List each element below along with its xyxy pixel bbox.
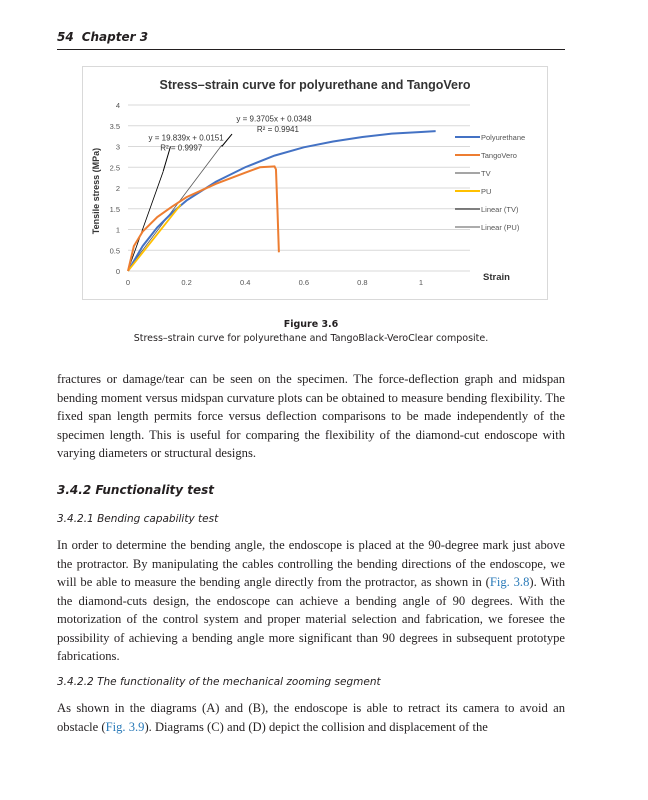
subsection-heading-1: 3.4.2.1 Bending capability test — [57, 513, 219, 525]
text: In order to determine the bending angle, the endoscope is placed at the 90-degree mark just above the protractor. By manipulating the cables controlling the bending directions of the endoscope, we will be able to measure the bending angle directly from the protractor, as shown in ( — [57, 538, 565, 589]
series-linear-tv- — [128, 172, 163, 271]
legend-entry: Polyurethane — [481, 133, 526, 142]
legend-entry: Linear (PU) — [481, 223, 520, 232]
text: ). With the diamond-cuts design, the endoscope can achieve a bending angle of 90 degrees. With the motorization of the control system and proper material selection and fabrication, we foresee the possibility of achieving a bending angle more significant than 90 degrees in subsequent prototype fabrications. — [57, 575, 565, 663]
y-tick-label: 2 — [115, 184, 120, 193]
header-rule — [57, 49, 565, 50]
legend-entry: TV — [481, 169, 491, 178]
series-tangovero — [128, 166, 279, 271]
fig-3-8-link[interactable]: Fig. 3.8 — [489, 575, 530, 589]
y-tick-label: 1.5 — [109, 204, 120, 214]
y-tick-label: 2.5 — [109, 163, 120, 173]
series-linear-pu- — [128, 145, 222, 269]
legend-entry: Linear (TV) — [481, 205, 519, 214]
y-tick-label: 3.5 — [109, 121, 120, 131]
subsection-heading-2: 3.4.2.2 The functionality of the mechanical zooming segment — [57, 676, 381, 688]
y-tick-label: 0 — [115, 267, 120, 276]
figure-label: Figure 3.6 — [283, 319, 339, 330]
series-pu — [128, 205, 181, 271]
y-tick-label: 3 — [115, 142, 120, 152]
x-tick-label: 0 — [125, 278, 131, 287]
fig-3-9-link[interactable]: Fig. 3.9 — [105, 719, 145, 734]
x-tick-label: 0.8 — [357, 278, 368, 287]
y-axis-label: Tensile stress (MPa) — [91, 147, 101, 235]
section-heading: 3.4.2 Functionality test — [57, 483, 215, 497]
y-tick-label: 4 — [115, 101, 120, 110]
x-tick-label: 0.6 — [298, 278, 310, 287]
chart-title: Stress–strain curve for polyurethane and TangoVero — [159, 78, 471, 92]
x-tick-label: 0.4 — [239, 278, 251, 287]
trendline-r2-pu: R² = 0.9941 — [256, 124, 299, 134]
trendline-equation-pu: y = 9.3705x + 0.0348 — [236, 114, 312, 124]
text: As shown in the diagrams (A) and (B), the endoscope is able to retract its camera to avoid an obstacle ( — [57, 701, 565, 734]
chart-svg — [83, 67, 547, 299]
x-tick-label: 1 — [418, 278, 424, 287]
y-tick-label: 1 — [115, 225, 120, 235]
running-header — [57, 30, 156, 44]
legend-entry: PU — [481, 187, 492, 196]
trendline-equation-tv: y = 19.839x + 0.0151 — [148, 133, 224, 143]
chapter-label: Chapter 3 — [81, 30, 149, 44]
paragraph-3 — [57, 699, 565, 736]
paragraph-2 — [57, 536, 565, 666]
figure-caption: Stress–strain curve for polyurethane and TangoBlack-VeroClear composite. — [133, 333, 489, 344]
page-number: 54 — [57, 30, 74, 44]
x-tick-label: 0.2 — [181, 278, 192, 287]
paragraph-1: fractures or damage/tear can be seen on the specimen. The force-deflection graph and midspan bending moment versus midspan curvature plots can be obtained to measure bending flexibility. The fixed span length permits force versus deflection comparisons to be made independently of the specimen length. This is useful for comparing the flexibility of the diamond-cut endoscope with varying diameters or structural designs. — [57, 372, 565, 460]
x-axis-label: Strain — [483, 272, 510, 283]
stress-strain-chart — [82, 66, 548, 300]
y-tick-label: 0.5 — [109, 246, 120, 256]
legend-entry: TangoVero — [481, 151, 517, 160]
trendline-r2-tv: R² = 0.9997 — [160, 143, 203, 153]
text: ). Diagrams (C) and (D) depict the collision and displacement of the — [144, 719, 488, 734]
